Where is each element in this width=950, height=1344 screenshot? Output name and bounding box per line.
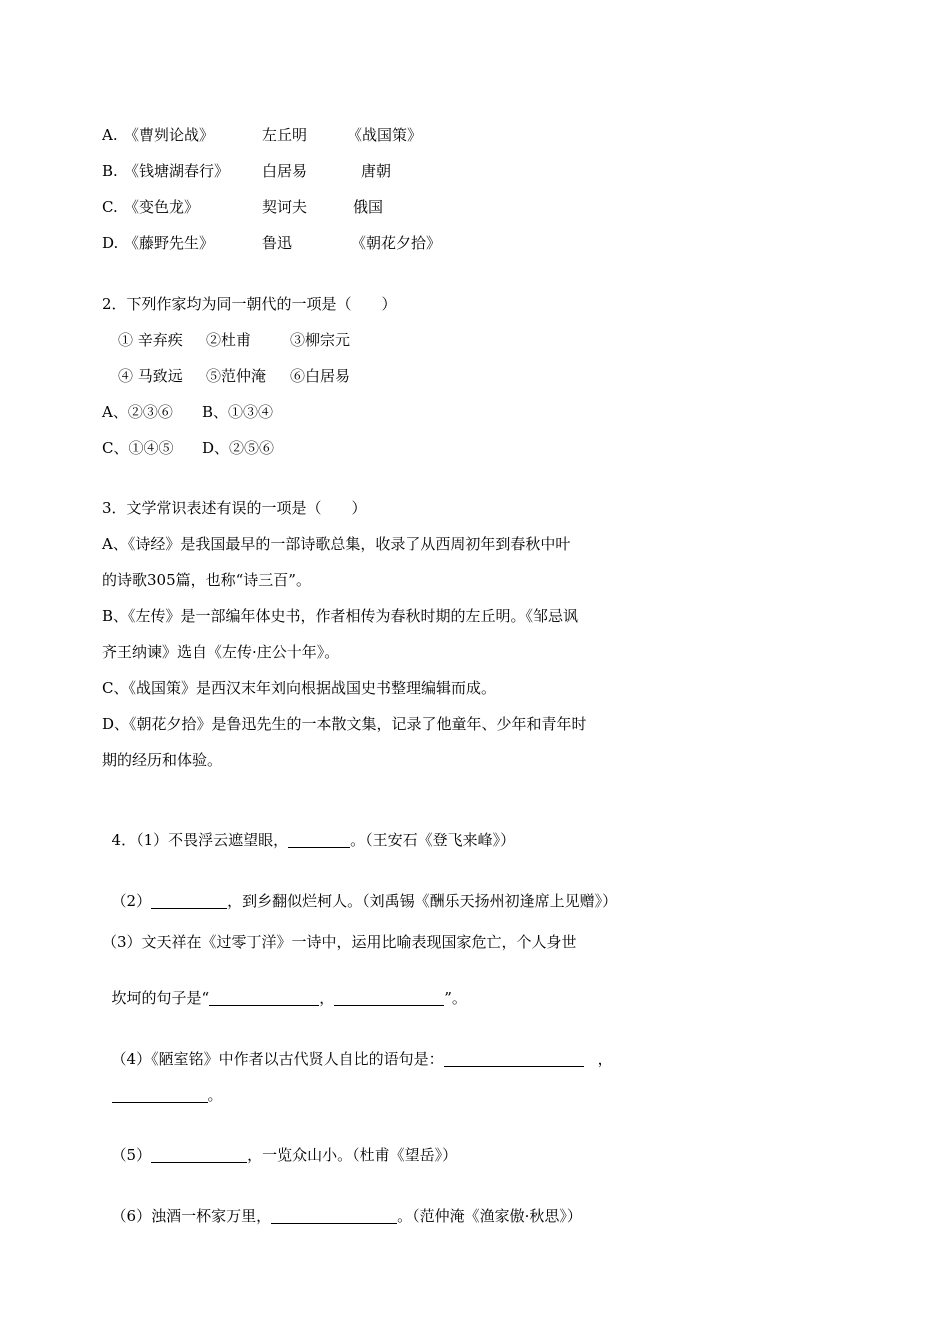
q3-line: B、《左传》是一部编年体史书，作者相传为春秋时期的左丘明。《邹忌讽 bbox=[102, 607, 579, 625]
q2-choice: D、②⑤⑥ bbox=[202, 439, 275, 457]
answer-blank[interactable] bbox=[112, 1087, 208, 1103]
q4-text: 坎坷的句子是“ bbox=[111, 989, 210, 1007]
option-letter: C. bbox=[102, 198, 118, 216]
answer-blank[interactable] bbox=[288, 832, 350, 848]
q4-text: （5） bbox=[111, 1146, 152, 1164]
q2-item: ① 辛弃疾 bbox=[118, 331, 183, 349]
q4-part-5 bbox=[102, 1125, 457, 1165]
option-author: 白居易 bbox=[262, 162, 308, 180]
answer-blank[interactable] bbox=[271, 1208, 397, 1224]
q2-item: ④ 马致远 bbox=[118, 367, 183, 385]
q4-text: 。（范仲淹《渔家傲·秋思》） bbox=[397, 1207, 582, 1225]
answer-blank[interactable] bbox=[151, 1147, 247, 1163]
q4-text: ，一览众山小。（杜甫《望岳》） bbox=[247, 1146, 458, 1164]
option-work: 《钱塘湖春行》 bbox=[124, 162, 230, 180]
q4-text: ， bbox=[319, 989, 335, 1007]
q4-part-1 bbox=[102, 810, 515, 850]
q4-part-3-line1: （3）文天祥在《过零丁洋》一诗中，运用比喻表现国家危亡，个人身世 bbox=[102, 933, 577, 951]
option-letter: D. bbox=[102, 234, 119, 252]
q4-part-4-line2 bbox=[102, 1065, 223, 1105]
answer-blank[interactable] bbox=[444, 1051, 584, 1067]
option-letter: A. bbox=[102, 126, 118, 144]
q2-item: ③柳宗元 bbox=[290, 331, 351, 349]
answer-blank[interactable] bbox=[334, 990, 444, 1006]
q4-text: 。 bbox=[207, 1086, 223, 1104]
q2-choice: A、②③⑥ bbox=[102, 403, 173, 421]
q2-choices-row2 bbox=[102, 438, 275, 498]
q2-item: ②杜甫 bbox=[206, 331, 252, 349]
option-work: 《变色龙》 bbox=[124, 198, 200, 216]
q3-stem: 3．文学常识表述有误的一项是（ ） bbox=[102, 499, 367, 517]
q4-text: （6）浊酒一杯家万里， bbox=[111, 1207, 272, 1225]
q2-choice: C、①④⑤ bbox=[102, 439, 174, 457]
option-extra: 唐朝 bbox=[361, 162, 392, 180]
answer-blank[interactable] bbox=[209, 990, 319, 1006]
q4-part-4-line1 bbox=[102, 1029, 613, 1069]
option-author: 契诃夫 bbox=[262, 198, 308, 216]
q3-line: D、《朝花夕拾》是鲁迅先生的一本散文集，记录了他童年、少年和青年时 bbox=[102, 715, 587, 733]
q4-text: （4）《陋室铭》中作者以古代贤人自比的语句是： bbox=[111, 1050, 444, 1068]
q4-text: 4．（1）不畏浮云遮望眼， bbox=[111, 831, 289, 849]
q2-item: ⑥白居易 bbox=[290, 367, 351, 385]
q3-line: 齐王纳谏》选自《左传·庄公十年》。 bbox=[102, 643, 340, 661]
option-letter: B. bbox=[102, 162, 118, 180]
q4-text: （2） bbox=[111, 892, 152, 910]
option-work: 《曹刿论战》 bbox=[124, 126, 215, 144]
answer-blank[interactable] bbox=[151, 893, 227, 909]
option-extra: 俄国 bbox=[353, 198, 384, 216]
q3-line: 的诗歌305篇，也称“诗三百”。 bbox=[102, 571, 311, 589]
q4-text: ，到乡翻似烂柯人。（刘禹锡《酬乐天扬州初逢席上见赠》） bbox=[227, 892, 618, 910]
option-extra: 《战国策》 bbox=[347, 126, 423, 144]
q4-text: 。（王安石《登飞来峰》） bbox=[350, 831, 516, 849]
q2-stem: 2．下列作家均为同一朝代的一项是（ ） bbox=[102, 295, 397, 313]
q2-item: ⑤范仲淹 bbox=[206, 367, 267, 385]
q4-text: ， bbox=[597, 1050, 613, 1068]
q3-line: 期的经历和体验。 bbox=[102, 751, 223, 769]
q4-part-3-line2 bbox=[102, 968, 467, 1008]
q3-line: A、《诗经》是我国最早的一部诗歌总集，收录了从西周初年到春秋中叶 bbox=[102, 535, 571, 553]
option-work: 《藤野先生》 bbox=[124, 234, 215, 252]
q4-part-6 bbox=[102, 1186, 582, 1226]
q4-part-2 bbox=[102, 871, 617, 911]
option-extra: 《朝花夕拾》 bbox=[351, 234, 442, 252]
option-author: 左丘明 bbox=[262, 126, 308, 144]
q4-text: ”。 bbox=[444, 989, 467, 1007]
q3-line: C、《战国策》是西汉末年刘向根据战国史书整理编辑而成。 bbox=[102, 679, 496, 697]
option-author: 鲁迅 bbox=[262, 234, 293, 252]
q2-choice: B、①③④ bbox=[202, 403, 274, 421]
